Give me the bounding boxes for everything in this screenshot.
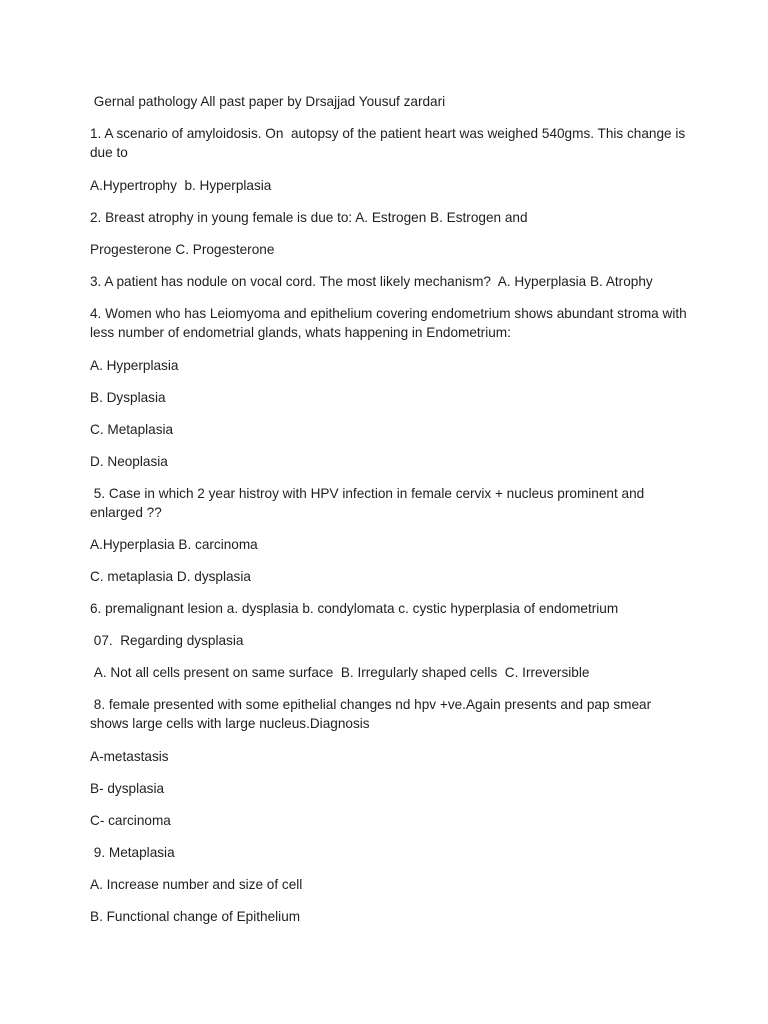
- question-8-option-b: B- dysplasia: [90, 781, 165, 796]
- question-4-option-c: C. Metaplasia: [90, 422, 174, 437]
- document-title: Gernal pathology All past paper by Drsajjad Yousuf zardari: [90, 94, 446, 109]
- question-4-option-d: D. Neoplasia: [90, 454, 168, 469]
- question-5: 5. Case in which 2 year histroy with HPV infection in female cervix + nucleus prominent and enlarged ??: [90, 486, 648, 520]
- question-4-option-a: A. Hyperplasia: [90, 358, 179, 373]
- question-2-continued: Progesterone C. Progesterone: [90, 242, 275, 257]
- question-7-options: A. Not all cells present on same surface B. Irregularly shaped cells C. Irreversible: [90, 665, 590, 680]
- question-4: 4. Women who has Leiomyoma and epithelium covering endometrium shows abundant stroma with less number of endometrial glands, whats happening in Endometrium:: [90, 306, 691, 340]
- question-9: 9. Metaplasia: [90, 845, 175, 860]
- question-8: 8. female presented with some epithelial changes nd hpv +ve.Again presents and pap smear shows large cells with large nucleus.Diagnosis: [90, 697, 655, 731]
- question-9-option-b: B. Functional change of Epithelium: [90, 909, 301, 924]
- question-8-option-a: A-metastasis: [90, 749, 169, 764]
- question-9-option-a: A. Increase number and size of cell: [90, 877, 303, 892]
- question-7: 07. Regarding dysplasia: [90, 633, 244, 648]
- question-2: 2. Breast atrophy in young female is due to: A. Estrogen B. Estrogen and: [90, 210, 528, 225]
- question-4-option-b: B. Dysplasia: [90, 390, 166, 405]
- question-5-options-cd: C. metaplasia D. dysplasia: [90, 569, 251, 584]
- question-3: 3. A patient has nodule on vocal cord. The most likely mechanism? A. Hyperplasia B. Atrophy: [90, 274, 653, 289]
- question-8-option-c: C- carcinoma: [90, 813, 171, 828]
- question-1: 1. A scenario of amyloidosis. On autopsy of the patient heart was weighed 540gms. This change is due to: [90, 126, 689, 160]
- question-5-options-ab: A.Hyperplasia B. carcinoma: [90, 537, 258, 552]
- question-6: 6. premalignant lesion a. dysplasia b. condylomata c. cystic hyperplasia of endometrium: [90, 601, 619, 616]
- question-1-options: A.Hypertrophy b. Hyperplasia: [90, 178, 272, 193]
